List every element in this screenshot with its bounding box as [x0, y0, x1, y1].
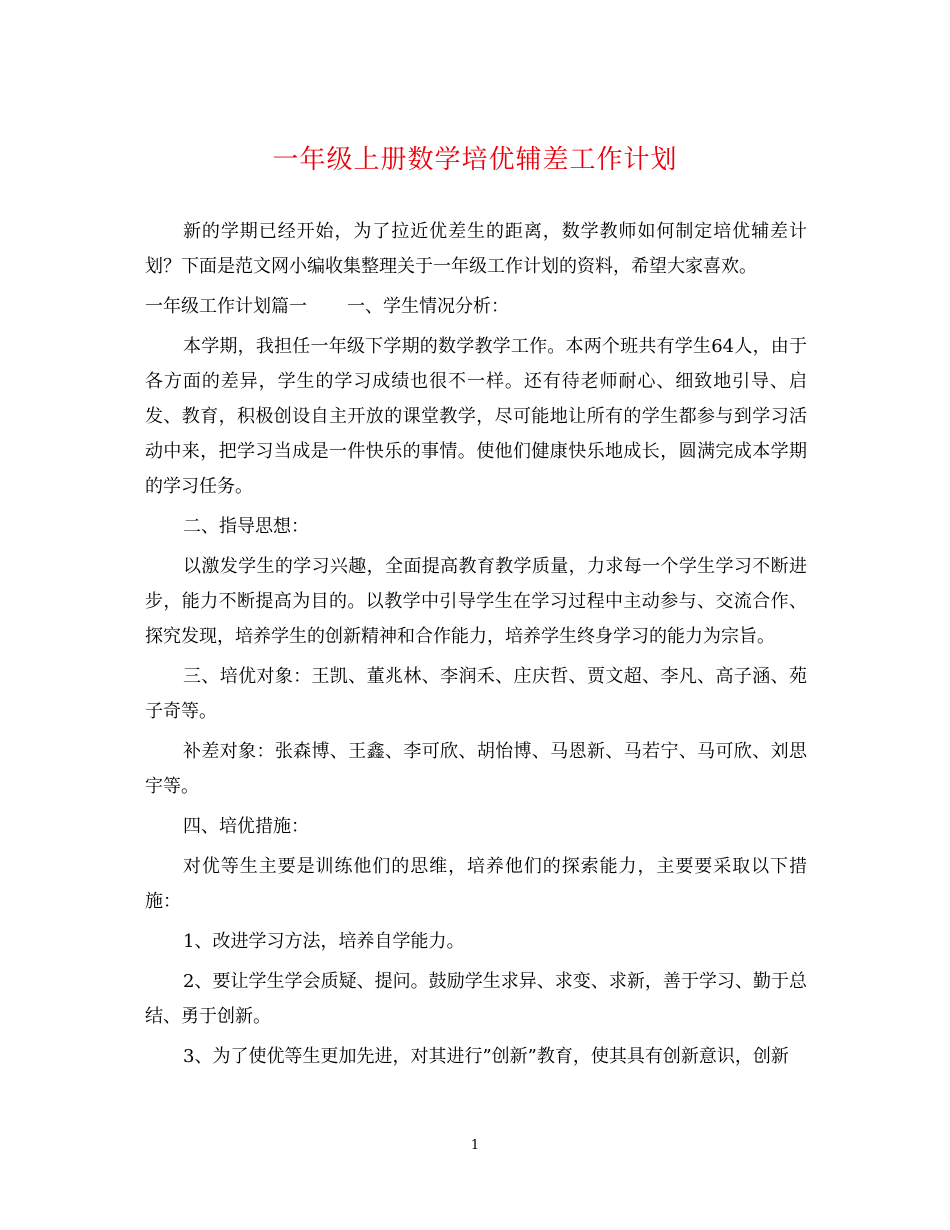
- document-title: 一年级上册数学培优辅差工作计划: [272, 145, 678, 175]
- intro-paragraph: 新的学期已经开始，为了拉近优差生的距离，数学教师如何制定培优辅差计划？下面是范文网小编收集整理关于一年级工作计划的资料，希望大家喜欢。: [145, 221, 807, 277]
- guiding-thought-paragraph: 以激发学生的学习兴趣，全面提高教育教学质量，力求每一个学生学习不断进步，能力不断提高为目的。以教学中引导学生在学习过程中主动参与、交流合作、探究发现，培养学生的创新精神和合作能力，培养学生终身学习的能力为宗旨。: [145, 556, 807, 647]
- plan-heading-line: [145, 289, 807, 324]
- document-body: [145, 214, 807, 1079]
- section-heading-student-analysis: 一、学生情况分析：: [347, 296, 509, 317]
- measure-item-1: 1、改进学习方法，培养自学能力。: [183, 931, 465, 952]
- measure-item-3: 3、为了使优等生更加先进，对其进行”创新”教育，使其具有创新意识，创新: [183, 1046, 789, 1067]
- section-heading-measures: 四、培优措施：: [183, 816, 309, 837]
- measure-item-2: 2、要让学生学会质疑、提问。鼓励学生求异、求变、求新，善于学习、勤于总结、勇于创新。: [145, 971, 807, 1027]
- measures-intro-paragraph: 对优等生主要是训练他们的思维，培养他们的探索能力，主要要采取以下措施：: [145, 856, 807, 912]
- plan-heading-label: 一年级工作计划篇一: [145, 296, 307, 317]
- support-students-paragraph: 补差对象：张森博、王鑫、李可欣、胡怡博、马恩新、马若宁、马可欣、刘思宇等。: [145, 741, 807, 797]
- student-analysis-paragraph: 本学期，我担任一年级下学期的数学教学工作。本两个班共有学生64人，由于各方面的差异，学生的学习成绩也很不一样。还有待老师耐心、细致地引导、启发、教育，积极创设自主开放的课堂教学，尽可能地让所有的学生都参与到学习活动中来，把学习当成是一件快乐的事情。使他们健康快乐地成长，圆满完成本学期的学习任务。: [145, 336, 807, 497]
- page-number: 1: [470, 1138, 480, 1153]
- top-students-paragraph: 三、培优对象：王凯、董兆林、李润禾、庄庆哲、贾文超、李凡、高子涵、苑子奇等。: [145, 666, 807, 722]
- section-heading-guiding-thought: 二、指导思想：: [183, 516, 309, 537]
